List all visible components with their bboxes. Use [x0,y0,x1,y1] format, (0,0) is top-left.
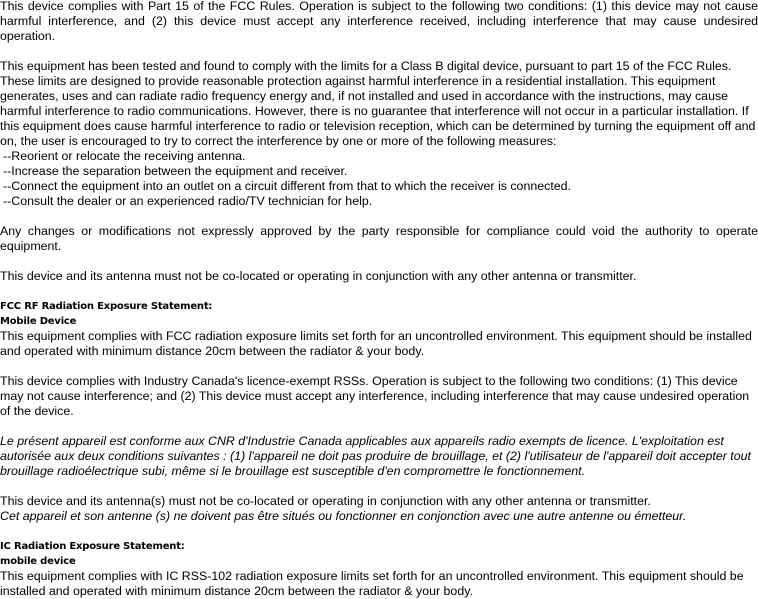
measure-item-outlet: --Connect the equipment into an outlet on a circuit different from that to which the receiver is connected. [3,179,571,193]
measure-item-dealer: --Consult the dealer or an experienced radio/TV technician for help. [3,194,373,208]
ic-english-statement: This device complies with Industry Canada's licence-exempt RSSs. Operation is subject to the following two conditions: (1) This device may not cause interference; and (2) This device must accept any interference, including interference that may cause undesired operation of the device. [0,374,750,418]
paragraph-gap [0,479,758,494]
fcc-class-b-statement: This equipment has been tested and found to comply with the limits for a Class B digital device, pursuant to part 15 of the FCC Rules. These limits are designed to provide reasonable protection against harmful interference in a residential installation. This equipment generates, uses and can radiate radio frequency energy and, if not installed and used in accordance with the instructions, may cause harmful interference to radio communications. However, there is no guarantee that interference will not occur in a particular installation. If this equipment does cause harmful interference to radio or television reception, which can be determined by turning the equipment off and on, the user is encouraged to try to correct the interference by one or more of the following measures: [0,59,756,148]
paragraph-gap [0,284,758,299]
measure-item-reorient: --Reorient or relocate the receiving antenna. [3,149,246,163]
fcc-rf-exposure-body: This equipment complies with FCC radiation exposure limits set forth for an uncontrolled environment. This equipment should be installed and operated with minimum distance 20cm between the radiator & your body. [0,329,752,358]
ic-rf-exposure-body: This equipment complies with IC RSS-102 radiation exposure limits set forth for an uncontrolled environment. This equipment should be installed and operated with minimum distance 20cm between the radiator & your body. [0,569,744,598]
measure-item-separation: --Increase the separation between the equipment and receiver. [3,164,348,178]
ic-colocation-french: Cet appareil et son antenne (s) ne doivent pas être situés ou fonctionner en conjonction avec une autre antenne ou émetteur. [0,509,687,523]
ic-rf-exposure-heading: IC Radiation Exposure Statement: [0,541,185,552]
paragraph-gap [0,254,758,269]
fcc-rf-exposure-subheading: Mobile Device [0,316,77,327]
paragraph-gap [0,359,758,374]
paragraph-gap [0,209,758,224]
paragraph-gap [0,524,758,539]
ic-rf-exposure-subheading: mobile device [0,556,76,567]
fcc-rf-exposure-heading: FCC RF Radiation Exposure Statement: [0,301,213,312]
fcc-modification-warning: Any changes or modifications not expressly approved by the party responsible for compliance could void the authority to operate equipment. [0,224,758,253]
ic-colocation-english: This device and its antenna(s) must not be co-located or operating in conjunction with any other antenna or transmitter. [0,494,651,508]
ic-french-statement: Le présent appareil est conforme aux CNR d'Industrie Canada applicables aux appareils radio exempts de licence. L'exploitation est autorisée aux deux conditions suivantes : (1) l'appareil ne doit pas produire de brouillage, et (2) l'utilisateur de l'appareil doit accepter tout brouillage radioélectrique subi, même si le brouillage est susceptible d'en compromettre le fonctionnement. [0,434,751,478]
fcc-part15-statement: This device complies with Part 15 of the FCC Rules. Operation is subject to the following two conditions: (1) this device may not cause harmful interference, and (2) this device must accept any interference received, including interference that may cause undesired operation. [0,0,758,43]
paragraph-gap [0,419,758,434]
paragraph-gap [0,44,758,59]
fcc-colocation-statement: This device and its antenna must not be co-located or operating in conjunction with any other antenna or transmitter. [0,269,637,283]
